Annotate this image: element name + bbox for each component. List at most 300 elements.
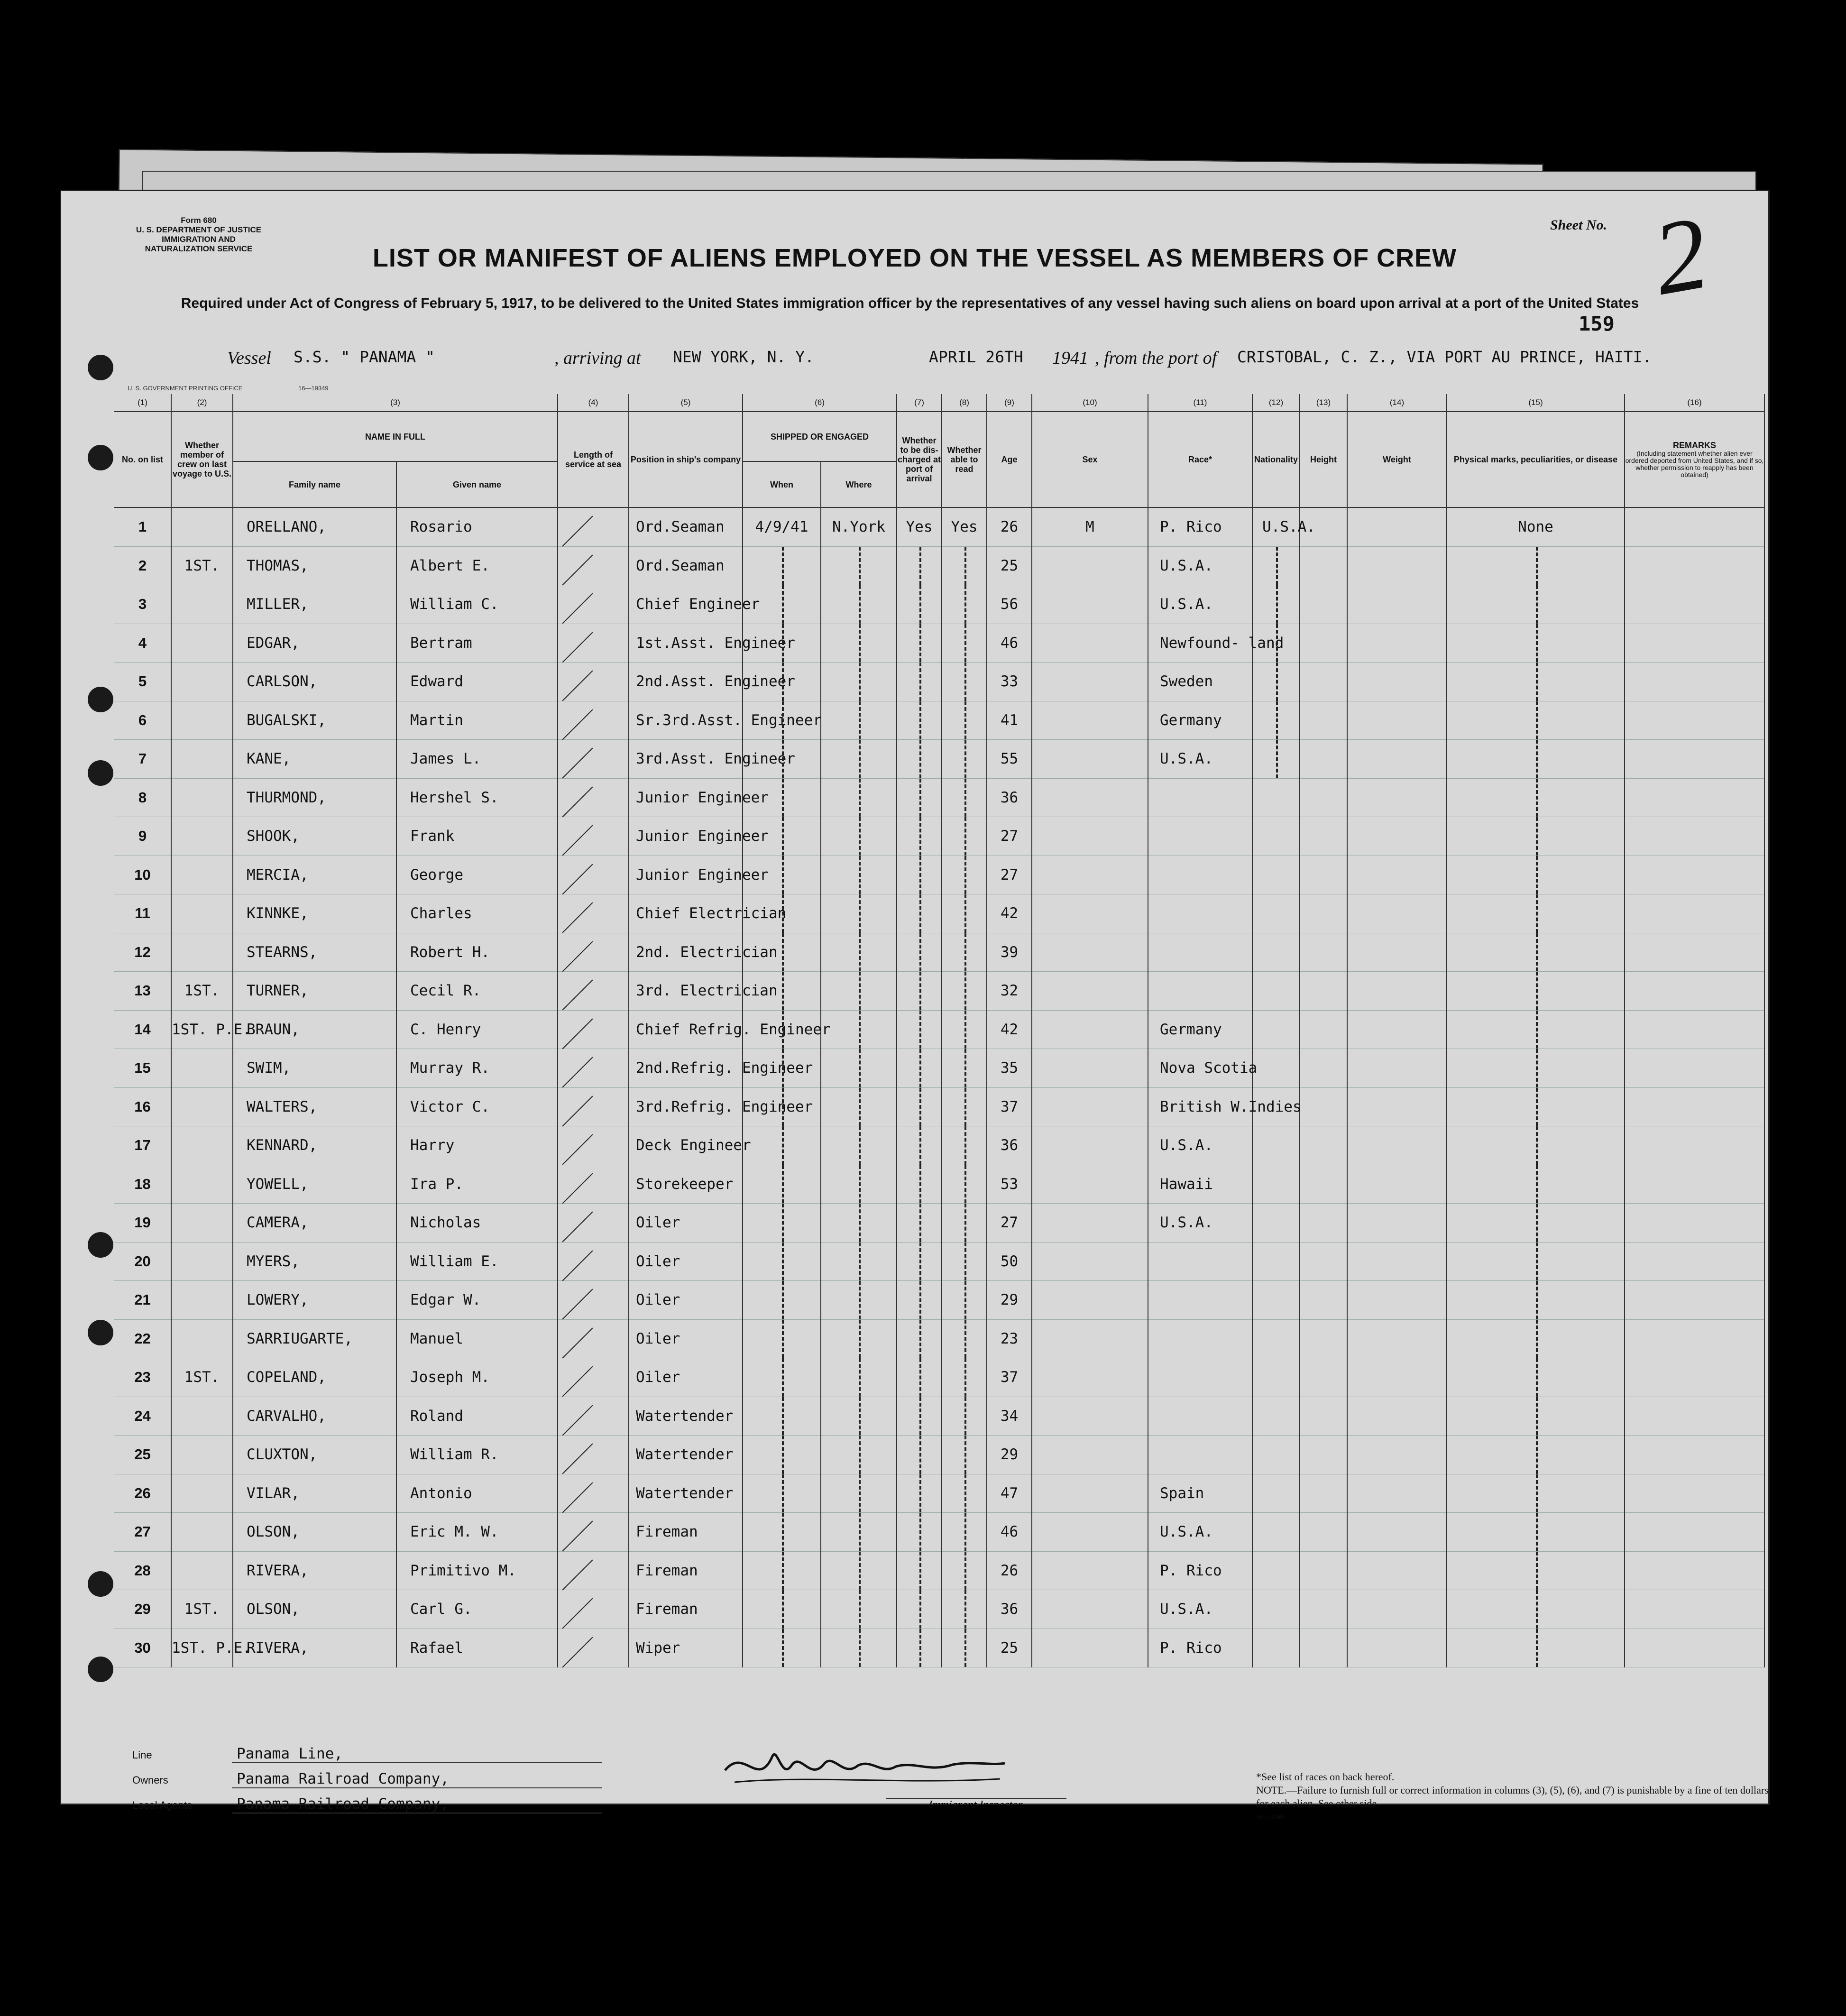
tick-mark <box>562 1211 593 1242</box>
ditto-line <box>964 701 966 740</box>
ditto-line <box>782 779 784 817</box>
cell-position: Chief Refrig. Engineer <box>629 1010 743 1049</box>
arrival-year: 1941 <box>1052 348 1088 368</box>
cell-physical <box>1447 1358 1625 1397</box>
cell-prev <box>171 1513 233 1552</box>
empty-cell <box>1347 1242 1447 1281</box>
cell-given: Frank <box>396 817 558 856</box>
ditto-line <box>919 624 921 663</box>
cell-family: TURNER, <box>233 972 396 1011</box>
cell-nationality <box>1252 1551 1300 1590</box>
empty-cell <box>1347 1319 1447 1358</box>
cell-when <box>743 933 821 972</box>
ditto-line <box>919 1049 921 1087</box>
cell-prev <box>171 507 233 546</box>
table-row <box>114 1165 1764 1204</box>
tick-mark <box>562 941 593 972</box>
cell-position: Watertender <box>629 1474 743 1513</box>
ditto-line <box>919 856 921 894</box>
ditto-line <box>782 856 784 894</box>
table-row <box>114 740 1764 779</box>
cell-nationality <box>1252 1590 1300 1629</box>
cell-physical <box>1447 1590 1625 1629</box>
cell-physical: None <box>1447 507 1625 546</box>
ditto-line <box>1536 585 1538 624</box>
cell-read <box>942 663 987 701</box>
cell-race: U.S.A. <box>1148 546 1252 585</box>
ditto-line <box>964 1474 966 1513</box>
cell-no: 3 <box>114 585 171 624</box>
cell-when <box>743 856 821 894</box>
remarks-note: (Including statement whether alien ever ordered deported from United States, and if so, whether permission to reapply has been obtained) <box>1625 450 1764 479</box>
header-able-read: Whether able to read <box>942 412 987 507</box>
arriving-port: NEW YORK, N. Y. <box>673 348 815 366</box>
header-discharged: Whether to be dis-charged at port of arrival <box>897 412 942 507</box>
cell-discharged <box>897 1242 942 1281</box>
tick-mark <box>562 632 593 663</box>
cell-race: U.S.A. <box>1148 585 1252 624</box>
cell-given: Harry <box>396 1126 558 1165</box>
ditto-line <box>1536 1397 1538 1436</box>
empty-cell <box>1347 1126 1447 1165</box>
col-num: (6) <box>743 394 897 412</box>
cell-physical <box>1447 1319 1625 1358</box>
ditto-line <box>859 1126 861 1165</box>
cell-age: 41 <box>987 701 1032 740</box>
ditto-line <box>964 933 966 972</box>
cell-given: Robert H. <box>396 933 558 972</box>
cell-sex <box>1032 1551 1148 1590</box>
cell-given: William C. <box>396 585 558 624</box>
empty-cell <box>1300 1513 1347 1552</box>
cell-discharged <box>897 972 942 1011</box>
cell-age: 25 <box>987 1629 1032 1667</box>
empty-cell <box>1625 1513 1764 1552</box>
ditto-line <box>919 1397 921 1436</box>
cell-where <box>821 701 897 740</box>
cell-nationality <box>1252 1358 1300 1397</box>
length-of-service <box>558 817 629 856</box>
cell-when <box>743 1319 821 1358</box>
cell-where <box>821 663 897 701</box>
empty-cell <box>1300 1474 1347 1513</box>
cell-discharged <box>897 1010 942 1049</box>
ditto-line <box>1276 624 1278 663</box>
cell-race: Hawaii <box>1148 1165 1252 1204</box>
ditto-line <box>859 701 861 740</box>
cell-family: THURMOND, <box>233 778 396 817</box>
cell-nationality <box>1252 817 1300 856</box>
ditto-line <box>859 779 861 817</box>
printing-office: U. S. GOVERNMENT PRINTING OFFICE <box>128 385 243 392</box>
cell-no: 26 <box>114 1474 171 1513</box>
cell-family: KINNKE, <box>233 894 396 933</box>
cell-read <box>942 1049 987 1088</box>
note-races: *See list of races on back hereof. <box>1256 1771 1395 1783</box>
cell-given: Nicholas <box>396 1204 558 1243</box>
empty-cell <box>1300 1629 1347 1667</box>
empty-cell <box>1625 1474 1764 1513</box>
ditto-line <box>964 547 966 585</box>
ditto-line <box>859 817 861 856</box>
cell-physical <box>1447 624 1625 663</box>
length-of-service <box>558 778 629 817</box>
header-shipped: SHIPPED OR ENGAGED <box>743 412 897 461</box>
ditto-line <box>782 1552 784 1590</box>
ditto-line <box>919 1243 921 1281</box>
cell-when <box>743 585 821 624</box>
cell-family: KENNARD, <box>233 1126 396 1165</box>
length-of-service <box>558 701 629 740</box>
cell-when <box>743 972 821 1011</box>
cell-given: Hershel S. <box>396 778 558 817</box>
tick-mark <box>562 1250 593 1281</box>
cell-physical <box>1447 740 1625 779</box>
empty-cell <box>1347 1551 1447 1590</box>
table-row <box>114 1551 1764 1590</box>
cell-age: 29 <box>987 1436 1032 1474</box>
cell-no: 15 <box>114 1049 171 1088</box>
ditto-line <box>919 1011 921 1049</box>
form-number: Form 680 <box>181 216 217 225</box>
cell-discharged <box>897 1204 942 1243</box>
ditto-line <box>1276 547 1278 585</box>
empty-cell <box>1625 1087 1764 1126</box>
cell-when <box>743 1436 821 1474</box>
col-num: (13) <box>1300 394 1347 412</box>
empty-cell <box>1347 1204 1447 1243</box>
length-of-service <box>558 585 629 624</box>
cell-given: Rafael <box>396 1629 558 1667</box>
cell-prev: 1ST. <box>171 1590 233 1629</box>
empty-cell <box>1347 1590 1447 1629</box>
cell-given: Martin <box>396 701 558 740</box>
cell-given: Joseph M. <box>396 1358 558 1397</box>
punch-hole <box>88 445 113 470</box>
table-row <box>114 972 1764 1011</box>
col-num: (7) <box>897 394 942 412</box>
cell-physical <box>1447 1474 1625 1513</box>
length-of-service <box>558 894 629 933</box>
header-name-in-full: NAME IN FULL <box>233 412 558 461</box>
ditto-line <box>1536 740 1538 778</box>
cell-no: 21 <box>114 1281 171 1320</box>
ditto-line <box>782 1011 784 1049</box>
cell-prev <box>171 856 233 894</box>
header-position: Position in ship's company <box>629 412 743 507</box>
cell-physical <box>1447 1436 1625 1474</box>
cell-prev <box>171 1436 233 1474</box>
ditto-line <box>1536 547 1538 585</box>
table-row <box>114 1087 1764 1126</box>
cell-discharged <box>897 1397 942 1436</box>
cell-prev <box>171 1474 233 1513</box>
cell-discharged <box>897 1590 942 1629</box>
table-row <box>114 1126 1764 1165</box>
cell-no: 5 <box>114 663 171 701</box>
cell-family: ORELLANO, <box>233 507 396 546</box>
ditto-line <box>782 1436 784 1474</box>
length-of-service <box>558 1474 629 1513</box>
cell-when <box>743 663 821 701</box>
ditto-line <box>919 1320 921 1358</box>
cell-age: 25 <box>987 546 1032 585</box>
ditto-line <box>964 1049 966 1087</box>
ditto-line <box>859 1165 861 1204</box>
table-row <box>114 778 1764 817</box>
cell-age: 36 <box>987 778 1032 817</box>
empty-cell <box>1625 507 1764 546</box>
table-row <box>114 1281 1764 1320</box>
cell-where <box>821 1281 897 1320</box>
cell-sex <box>1032 1319 1148 1358</box>
punch-hole <box>88 760 113 786</box>
ditto-line <box>964 894 966 933</box>
ditto-line <box>1276 585 1278 624</box>
ditto-line <box>782 1204 784 1242</box>
cell-no: 17 <box>114 1126 171 1165</box>
cell-read: Yes <box>942 507 987 546</box>
cell-family: THOMAS, <box>233 546 396 585</box>
ditto-line <box>859 1474 861 1513</box>
cell-read <box>942 1513 987 1552</box>
header-remarks <box>1625 412 1764 507</box>
cell-nationality <box>1252 1049 1300 1088</box>
ditto-line <box>859 856 861 894</box>
cell-no: 30 <box>114 1629 171 1667</box>
cell-race: British W.Indies <box>1148 1087 1252 1126</box>
cell-family: EDGAR, <box>233 624 396 663</box>
empty-cell <box>1300 817 1347 856</box>
cell-position: Junior Engineer <box>629 778 743 817</box>
cell-position: Oiler <box>629 1319 743 1358</box>
cell-read <box>942 585 987 624</box>
tick-mark <box>562 1134 593 1165</box>
cell-family: YOWELL, <box>233 1165 396 1204</box>
ditto-line <box>859 1629 861 1667</box>
cell-no: 9 <box>114 817 171 856</box>
cell-when <box>743 1397 821 1436</box>
cell-age: 47 <box>987 1474 1032 1513</box>
ditto-line <box>964 1281 966 1319</box>
line-value: Panama Line, <box>237 1745 343 1762</box>
empty-cell <box>1300 1551 1347 1590</box>
table-row <box>114 1242 1764 1281</box>
cell-position: Wiper <box>629 1629 743 1667</box>
ditto-line <box>859 1281 861 1319</box>
table-row <box>114 624 1764 663</box>
vessel-label: Vessel <box>227 348 271 368</box>
cell-race: P. Rico <box>1148 1629 1252 1667</box>
cell-position: Oiler <box>629 1281 743 1320</box>
tick-mark <box>562 1598 593 1629</box>
empty-cell <box>1347 1281 1447 1320</box>
cell-given: Eric M. W. <box>396 1513 558 1552</box>
empty-cell <box>1625 1010 1764 1049</box>
length-of-service <box>558 856 629 894</box>
cell-sex <box>1032 1010 1148 1049</box>
ditto-line <box>782 1320 784 1358</box>
table-row <box>114 546 1764 585</box>
ditto-line <box>919 972 921 1010</box>
cell-where <box>821 817 897 856</box>
table-row <box>114 663 1764 701</box>
cell-age: 27 <box>987 856 1032 894</box>
cell-family: CLUXTON, <box>233 1436 396 1474</box>
cell-read <box>942 856 987 894</box>
cell-age: 36 <box>987 1590 1032 1629</box>
vessel-name: S.S. " PANAMA " <box>294 348 435 366</box>
cell-no: 24 <box>114 1397 171 1436</box>
ditto-line <box>1536 1474 1538 1513</box>
ditto-line <box>859 894 861 933</box>
cell-when <box>743 1358 821 1397</box>
empty-cell <box>1625 546 1764 585</box>
cell-read <box>942 1319 987 1358</box>
punch-hole <box>88 1232 113 1258</box>
cell-family: LOWERY, <box>233 1281 396 1320</box>
empty-cell <box>1625 1165 1764 1204</box>
cell-given: Charles <box>396 894 558 933</box>
empty-cell <box>1625 1126 1764 1165</box>
cell-read <box>942 740 987 779</box>
ditto-line <box>859 585 861 624</box>
department: U. S. DEPARTMENT OF JUSTICE <box>136 225 262 234</box>
cell-no: 7 <box>114 740 171 779</box>
table-row <box>114 933 1764 972</box>
cell-age: 29 <box>987 1281 1032 1320</box>
empty-cell <box>1347 1010 1447 1049</box>
cell-family: BRAUN, <box>233 1010 396 1049</box>
cell-read <box>942 1087 987 1126</box>
cell-read <box>942 624 987 663</box>
cell-sex <box>1032 778 1148 817</box>
cell-read <box>942 1629 987 1667</box>
cell-discharged: Yes <box>897 507 942 546</box>
cell-race <box>1148 972 1252 1011</box>
length-of-service <box>558 1590 629 1629</box>
table-row <box>114 585 1764 624</box>
cell-position: 2nd.Asst. Engineer <box>629 663 743 701</box>
empty-cell <box>1347 1474 1447 1513</box>
cell-age: 27 <box>987 1204 1032 1243</box>
punch-hole <box>88 687 113 712</box>
length-of-service <box>558 1049 629 1088</box>
cell-read <box>942 933 987 972</box>
cell-read <box>942 546 987 585</box>
cell-physical <box>1447 1281 1625 1320</box>
cell-sex <box>1032 1358 1148 1397</box>
cell-no: 11 <box>114 894 171 933</box>
header-length-service: Length of service at sea <box>558 412 629 507</box>
empty-cell <box>1625 778 1764 817</box>
cell-physical <box>1447 546 1625 585</box>
empty-cell <box>1300 663 1347 701</box>
cell-race: Germany <box>1148 1010 1252 1049</box>
cell-when <box>743 817 821 856</box>
cell-prev <box>171 701 233 740</box>
ditto-line <box>919 1358 921 1397</box>
header-family-name: Family name <box>233 461 396 507</box>
header-age: Age <box>987 412 1032 507</box>
tick-mark <box>562 670 593 701</box>
cell-prev <box>171 1087 233 1126</box>
cell-where <box>821 1049 897 1088</box>
agents-value: Panama Railroad Company, <box>237 1795 449 1813</box>
ditto-line <box>1536 894 1538 933</box>
cell-prev <box>171 1049 233 1088</box>
cell-age: 34 <box>987 1397 1032 1436</box>
cell-read <box>942 1358 987 1397</box>
empty-cell <box>1347 1165 1447 1204</box>
empty-cell <box>1300 1281 1347 1320</box>
cell-age: 46 <box>987 1513 1032 1552</box>
cell-nationality <box>1252 1397 1300 1436</box>
ditto-line <box>964 1126 966 1165</box>
ditto-line <box>919 1513 921 1551</box>
cell-position: 3rd.Asst. Engineer <box>629 740 743 779</box>
ditto-line <box>964 1629 966 1667</box>
cell-race <box>1148 894 1252 933</box>
length-of-service <box>558 1551 629 1590</box>
cell-when <box>743 1513 821 1552</box>
cell-discharged <box>897 701 942 740</box>
col-num: (5) <box>629 394 743 412</box>
ditto-line <box>782 1049 784 1087</box>
empty-cell <box>1625 894 1764 933</box>
table-row <box>114 817 1764 856</box>
cell-where <box>821 972 897 1011</box>
ditto-line <box>919 1590 921 1629</box>
cell-read <box>942 1281 987 1320</box>
cell-nationality <box>1252 740 1300 779</box>
table-row <box>114 1358 1764 1397</box>
cell-discharged <box>897 1474 942 1513</box>
ditto-line <box>1536 1590 1538 1629</box>
cell-physical <box>1447 933 1625 972</box>
header-weight: Weight <box>1347 412 1447 507</box>
ditto-line <box>919 740 921 778</box>
ditto-line <box>964 1011 966 1049</box>
length-of-service <box>558 1319 629 1358</box>
cell-physical <box>1447 972 1625 1011</box>
cell-family: OLSON, <box>233 1590 396 1629</box>
punch-hole <box>88 355 113 380</box>
ditto-line <box>859 1436 861 1474</box>
cell-nationality <box>1252 624 1300 663</box>
cell-nationality <box>1252 1319 1300 1358</box>
col-num: (2) <box>171 394 233 412</box>
ditto-line <box>1536 856 1538 894</box>
ditto-line <box>859 663 861 701</box>
ditto-line <box>859 1049 861 1087</box>
cell-read <box>942 1126 987 1165</box>
cell-race: Sweden <box>1148 663 1252 701</box>
cell-where <box>821 1165 897 1204</box>
ditto-line <box>782 1281 784 1319</box>
cell-prev <box>171 1397 233 1436</box>
cell-age: 36 <box>987 1126 1032 1165</box>
cell-family: CARLSON, <box>233 663 396 701</box>
empty-cell <box>1300 1590 1347 1629</box>
cell-discharged <box>897 585 942 624</box>
col-num: (14) <box>1347 394 1447 412</box>
ditto-line <box>964 585 966 624</box>
cell-read <box>942 1010 987 1049</box>
ditto-line <box>919 585 921 624</box>
length-of-service <box>558 1436 629 1474</box>
cell-physical <box>1447 778 1625 817</box>
